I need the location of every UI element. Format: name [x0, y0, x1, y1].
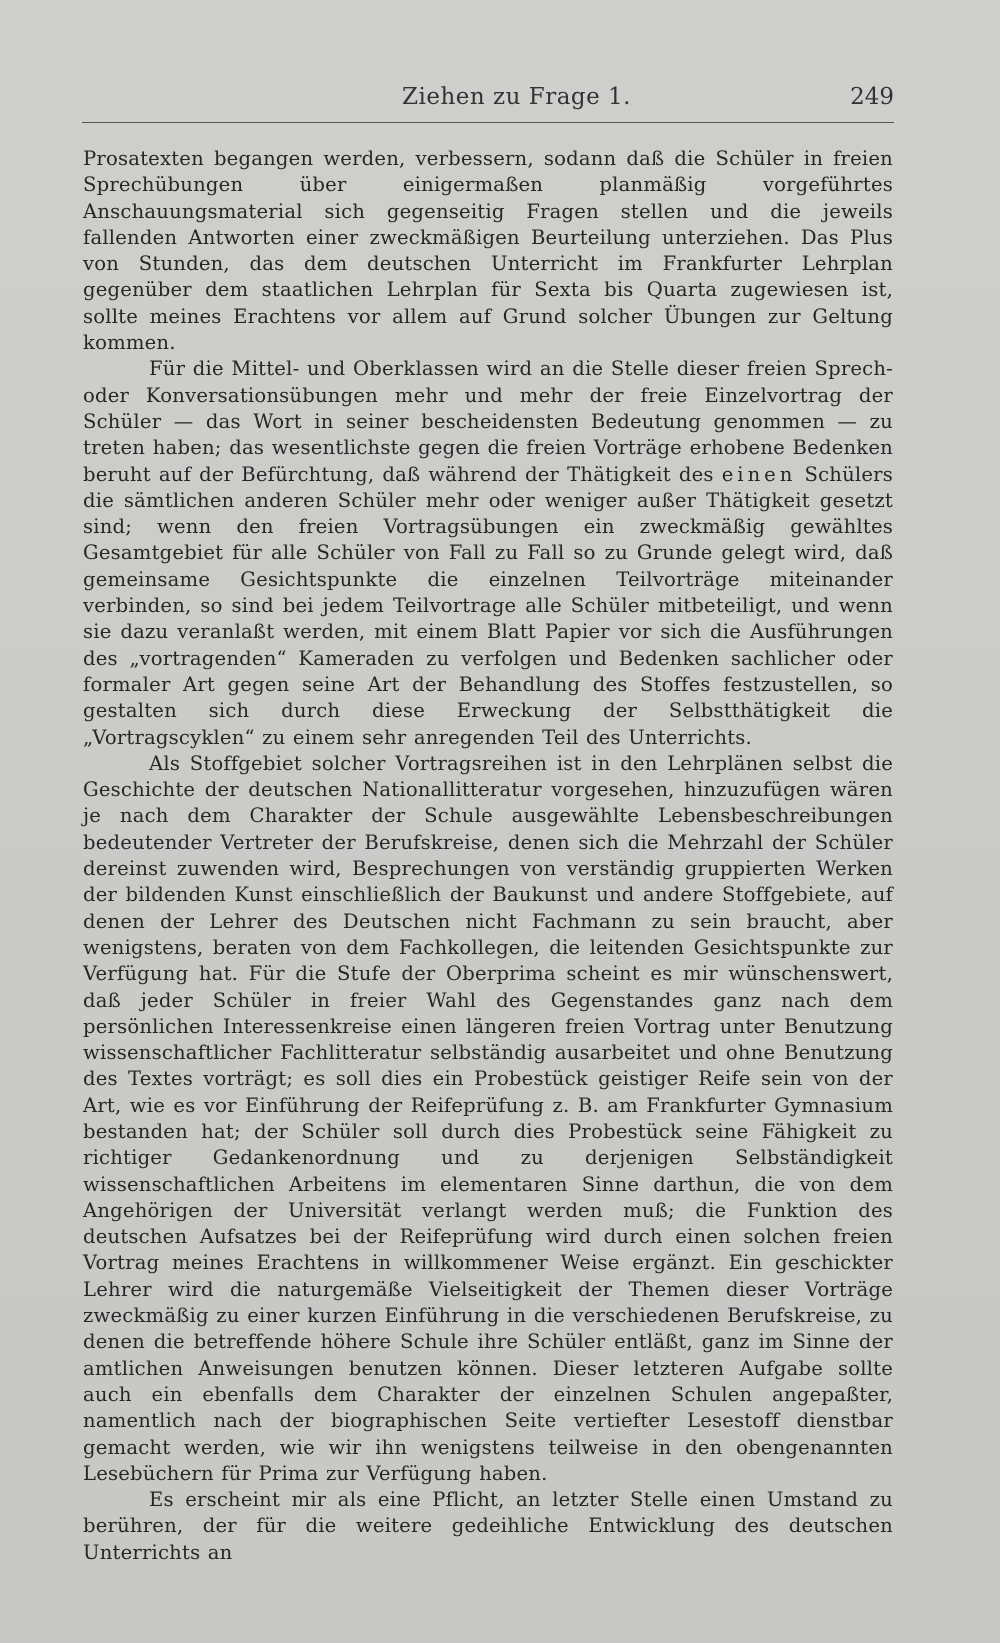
page-header	[82, 84, 894, 116]
body-text	[83, 146, 893, 1566]
running-title: Ziehen zu Frage 1.	[402, 84, 631, 110]
page-number: 249	[850, 84, 894, 110]
paragraph: Es erscheint mir als eine Pflicht, an letzter Stelle einen Umstand zu berühren, der für die weitere gedeihliche Entwicklung des deutschen Unterrichts an	[83, 1488, 893, 1564]
paragraph-text: Schülers die sämtlichen anderen Schüler mehr oder weniger außer Thätigkeit gesetzt sind; wenn den freien Vortragsübungen ein zweckmäßig gewähltes Gesamtgebiet für alle Schüler von Fall zu Fall so zu Grunde gelegt wird, daß gemeinsame Gesichtspunkte die einzelnen Teilvorträge miteinander verbinden, so sind bei jedem Teilvortrage alle Schüler mitbeteiligt, und wenn sie dazu veranlaßt werden, mit einem Blatt Papier vor sich die Ausführungen des „vortragenden“ Kameraden zu verfolgen und Bedenken sachlicher oder formaler Art gegen seine Art der Behandlung des Stoffes festzustellen, so gestalten sich durch diese Erweckung der Selbstthätigkeit die „Vortragscyklen“ zu einem sehr anregenden Teil des Unterrichts.	[83, 462, 893, 749]
paragraph: Prosatexten begangen werden, verbessern, sodann daß die Schüler in freien Sprechübungen über einigermaßen planmäßig vorgeführtes Anschauungsmaterial sich gegenseitig Fragen stellen und die jeweils fallenden Antworten einer zweckmäßigen Beurteilung unterziehen. Das Plus von Stunden, das dem deutschen Unterricht im Frankfurter Lehrplan gegenüber dem staatlichen Lehrplan für Sexta bis Quarta zugewiesen ist, sollte meines Erachtens vor allem auf Grund solcher Übungen zur Geltung kommen.	[83, 147, 893, 355]
paragraph: Als Stoffgebiet solcher Vortragsreihen ist in den Lehrplänen selbst die Geschichte der deutschen Nationallitteratur vorgesehen, hinzuzufügen wären je nach dem Charakter der Schule ausgewählte Lebensbeschreibungen bedeutender Vertreter der Berufskreise, denen sich die Mehrzahl der Schüler dereinst zuwenden wird, Besprechungen von verständig gruppierten Werken der bildenden Kunst einschließlich der Baukunst und andere Stoffgebiete, auf denen der Lehrer des Deutschen nicht Fachmann zu sein braucht, aber wenigstens, beraten von dem Fachkollegen, die leitenden Gesichtspunkte zur Verfügung hat. Für die Stufe der Oberprima scheint es mir wünschenswert, daß jeder Schüler in freier Wahl des Gegenstandes ganz nach dem persönlichen Interessenkreise einen längeren freien Vortrag unter Benutzung wissenschaftlicher Fachlitteratur selbständig ausarbeitet und ohne Benutzung des Textes vorträgt; es soll dies ein Probestück geistiger Reife sein von der Art, wie es vor Einführung der Reifeprüfung z. B. am Frankfurter Gymnasium bestanden hat; der Schüler soll durch dies Probestück seine Fähigkeit zu richtiger Gedankenordnung und zu derjenigen Selbständigkeit wissenschaftlichen Arbeitens im elementaren Sinne darthun, die von dem Angehörigen der Universität verlangt werden muß; die Funktion des deutschen Aufsatzes bei der Reifeprüfung wird durch einen solchen freien Vortrag meines Erachtens in willkommener Weise ergänzt. Ein geschickter Lehrer wird die naturgemäße Vielseitigkeit der Themen dieser Vorträge zweckmäßig zu einer kurzen Einführung in die verschiedenen Berufskreise, zu denen die betreffende höhere Schule ihre Schüler entläßt, ganz im Sinne der amtlichen Anweisungen benutzen können. Dieser letzteren Aufgabe sollte auch ein ebenfalls dem Charakter der einzelnen Schulen angepaßter, namentlich nach der biographischen Seite vertiefter Lesestoff dienstbar gemacht werden, wie wir ihn wenigstens teilweise in den obengenannten Lesebüchern für Prima zur Verfügung haben.	[83, 751, 893, 1485]
paragraph	[83, 356, 893, 750]
header-rule	[82, 122, 894, 123]
paragraph-text: Für die Mittel- und Oberklassen wird an die Stelle dieser freien Sprech- oder Konversationsübungen mehr und mehr der freie Einzelvortrag der Schüler — das Wort in seiner bescheidensten Bedeutung genommen — zu treten haben; das wesentlichste gegen die freien Vorträge erhobene Bedenken beruht auf der Befürchtung, daß während der Thätigkeit des	[83, 357, 893, 486]
emphasized-word: einen	[721, 462, 797, 486]
